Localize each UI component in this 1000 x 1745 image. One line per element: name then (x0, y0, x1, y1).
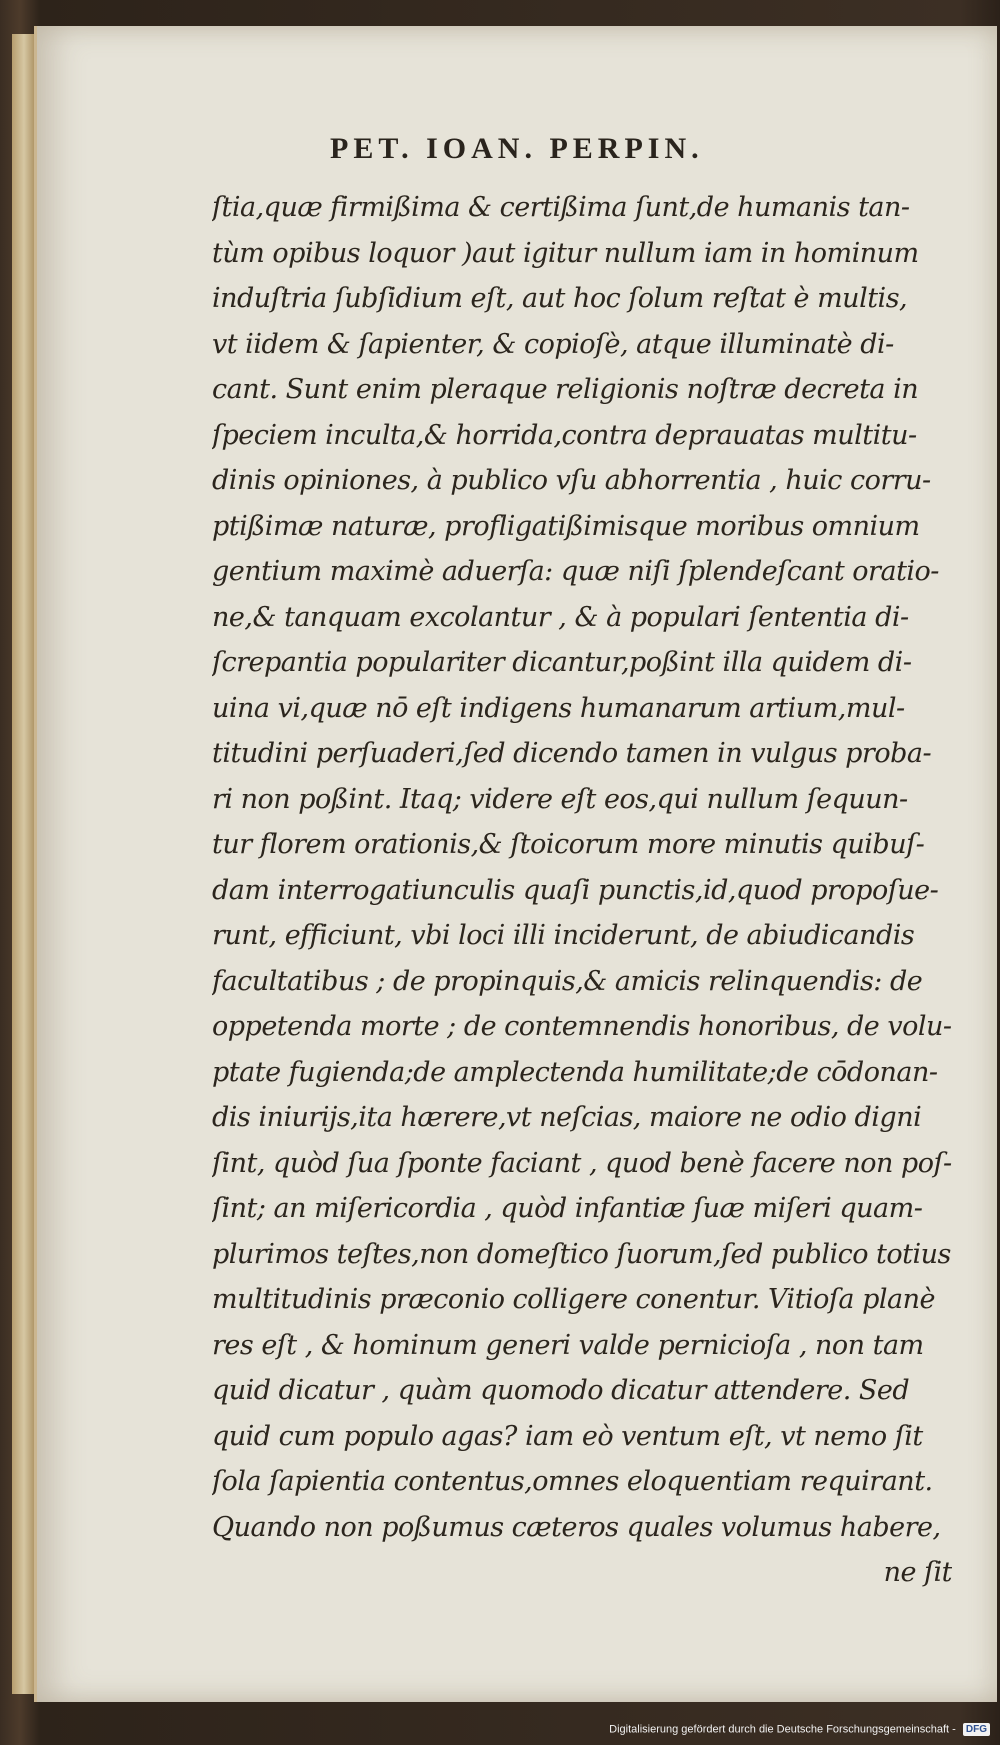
dfg-logo: DFG (963, 1723, 990, 1736)
text-line: titudini perſuaderi,ſed dicendo tamen in vulgus proba- (212, 738, 932, 769)
running-head: PET. IOAN. PERPIN. (330, 132, 704, 165)
text-line: tur florem orationis,& ſtoicorum more minutis quibuſ- (212, 829, 925, 860)
text-line: ſola ſapientia contentus,omnes eloquentiam requirant. (212, 1466, 933, 1497)
text-line: runt, efficiunt, vbi loci illi inciderunt, de abiudicandis (212, 920, 915, 951)
body-text (212, 185, 952, 1596)
credit-text: Digitalisierung gefördert durch die Deutsche Forschungsgemeinschaft - (609, 1723, 956, 1736)
text-line: dis iniurijs,ita hærere,vt neſcias, maiore ne odio digni (212, 1102, 922, 1133)
text-line: multitudinis præconio colligere conentur. Vitioſa planè (212, 1284, 935, 1315)
text-line: cant. Sunt enim pleraque religionis noſtræ decreta in (212, 374, 919, 405)
text-line: ſtia,quæ firmißima & certißima ſunt,de humanis tan- (212, 192, 910, 223)
text-line: ſpeciem inculta,& horrida,contra deprauatas multitu- (212, 419, 917, 451)
page-edge (12, 34, 36, 1694)
text-line: vt iidem & ſapienter, & copioſè, atque illuminatè di- (212, 328, 894, 360)
text-line: ſcrepantia populariter dicantur,poßint illa quidem di- (212, 647, 912, 678)
text-line: ri non poßint. Itaq; videre eſt eos,qui nullum ſequun- (212, 783, 908, 815)
text-line: ne,& tanquam excolantur , & à populari ſententia di- (212, 601, 909, 633)
text-line: ptate fugienda;de amplectenda humilitate;de cōdonan- (212, 1056, 938, 1088)
digitization-credit (0, 1723, 990, 1736)
text-line: tùm opibus loquor )aut igitur nullum iam in hominum (212, 237, 919, 269)
text-line: ſint, quòd ſua ſponte faciant , quod benè facere non poſ- (212, 1147, 952, 1179)
text-line: dam interrogatiunculis quaſi punctis,id,quod propoſue- (212, 874, 939, 906)
text-line: gentium maximè aduerſa: quæ niſi ſplendeſcant oratio- (212, 556, 939, 587)
text-line: induſtria ſubſidium eſt, aut hoc ſolum reſtat è multis, (212, 283, 908, 314)
text-line: dinis opiniones, à publico vſu abhorrentia , huic corru- (212, 465, 931, 496)
catchword: ne ſit (883, 1557, 952, 1588)
text-line: oppetenda morte ; de contemnendis honoribus, de volu- (212, 1011, 952, 1042)
text-line: res eſt , & hominum generi valde pernicioſa , non tam (212, 1329, 924, 1361)
text-line: quid cum populo agas? iam eò ventum eſt, vt nemo ſit (212, 1420, 923, 1452)
text-line: ptißimæ naturæ, profligatißimisque moribus omnium (212, 510, 920, 542)
text-line: Quando non poßumus cæteros quales volumus habere, (212, 1511, 941, 1543)
text-line: ſint; an miſericordia , quòd infantiæ ſuæ miſeri quam- (212, 1193, 923, 1224)
text-line: quid dicatur , quàm quomodo dicatur attendere. Sed (212, 1375, 910, 1406)
text-line: uina vi,quæ nō eſt indigens humanarum artium,mul- (212, 692, 905, 724)
text-line: facultatibus ; de propinquis,& amicis relinquendis: de (212, 965, 923, 997)
text-line: plurimos teſtes,non domeſtico ſuorum,ſed publico totius (212, 1238, 951, 1270)
